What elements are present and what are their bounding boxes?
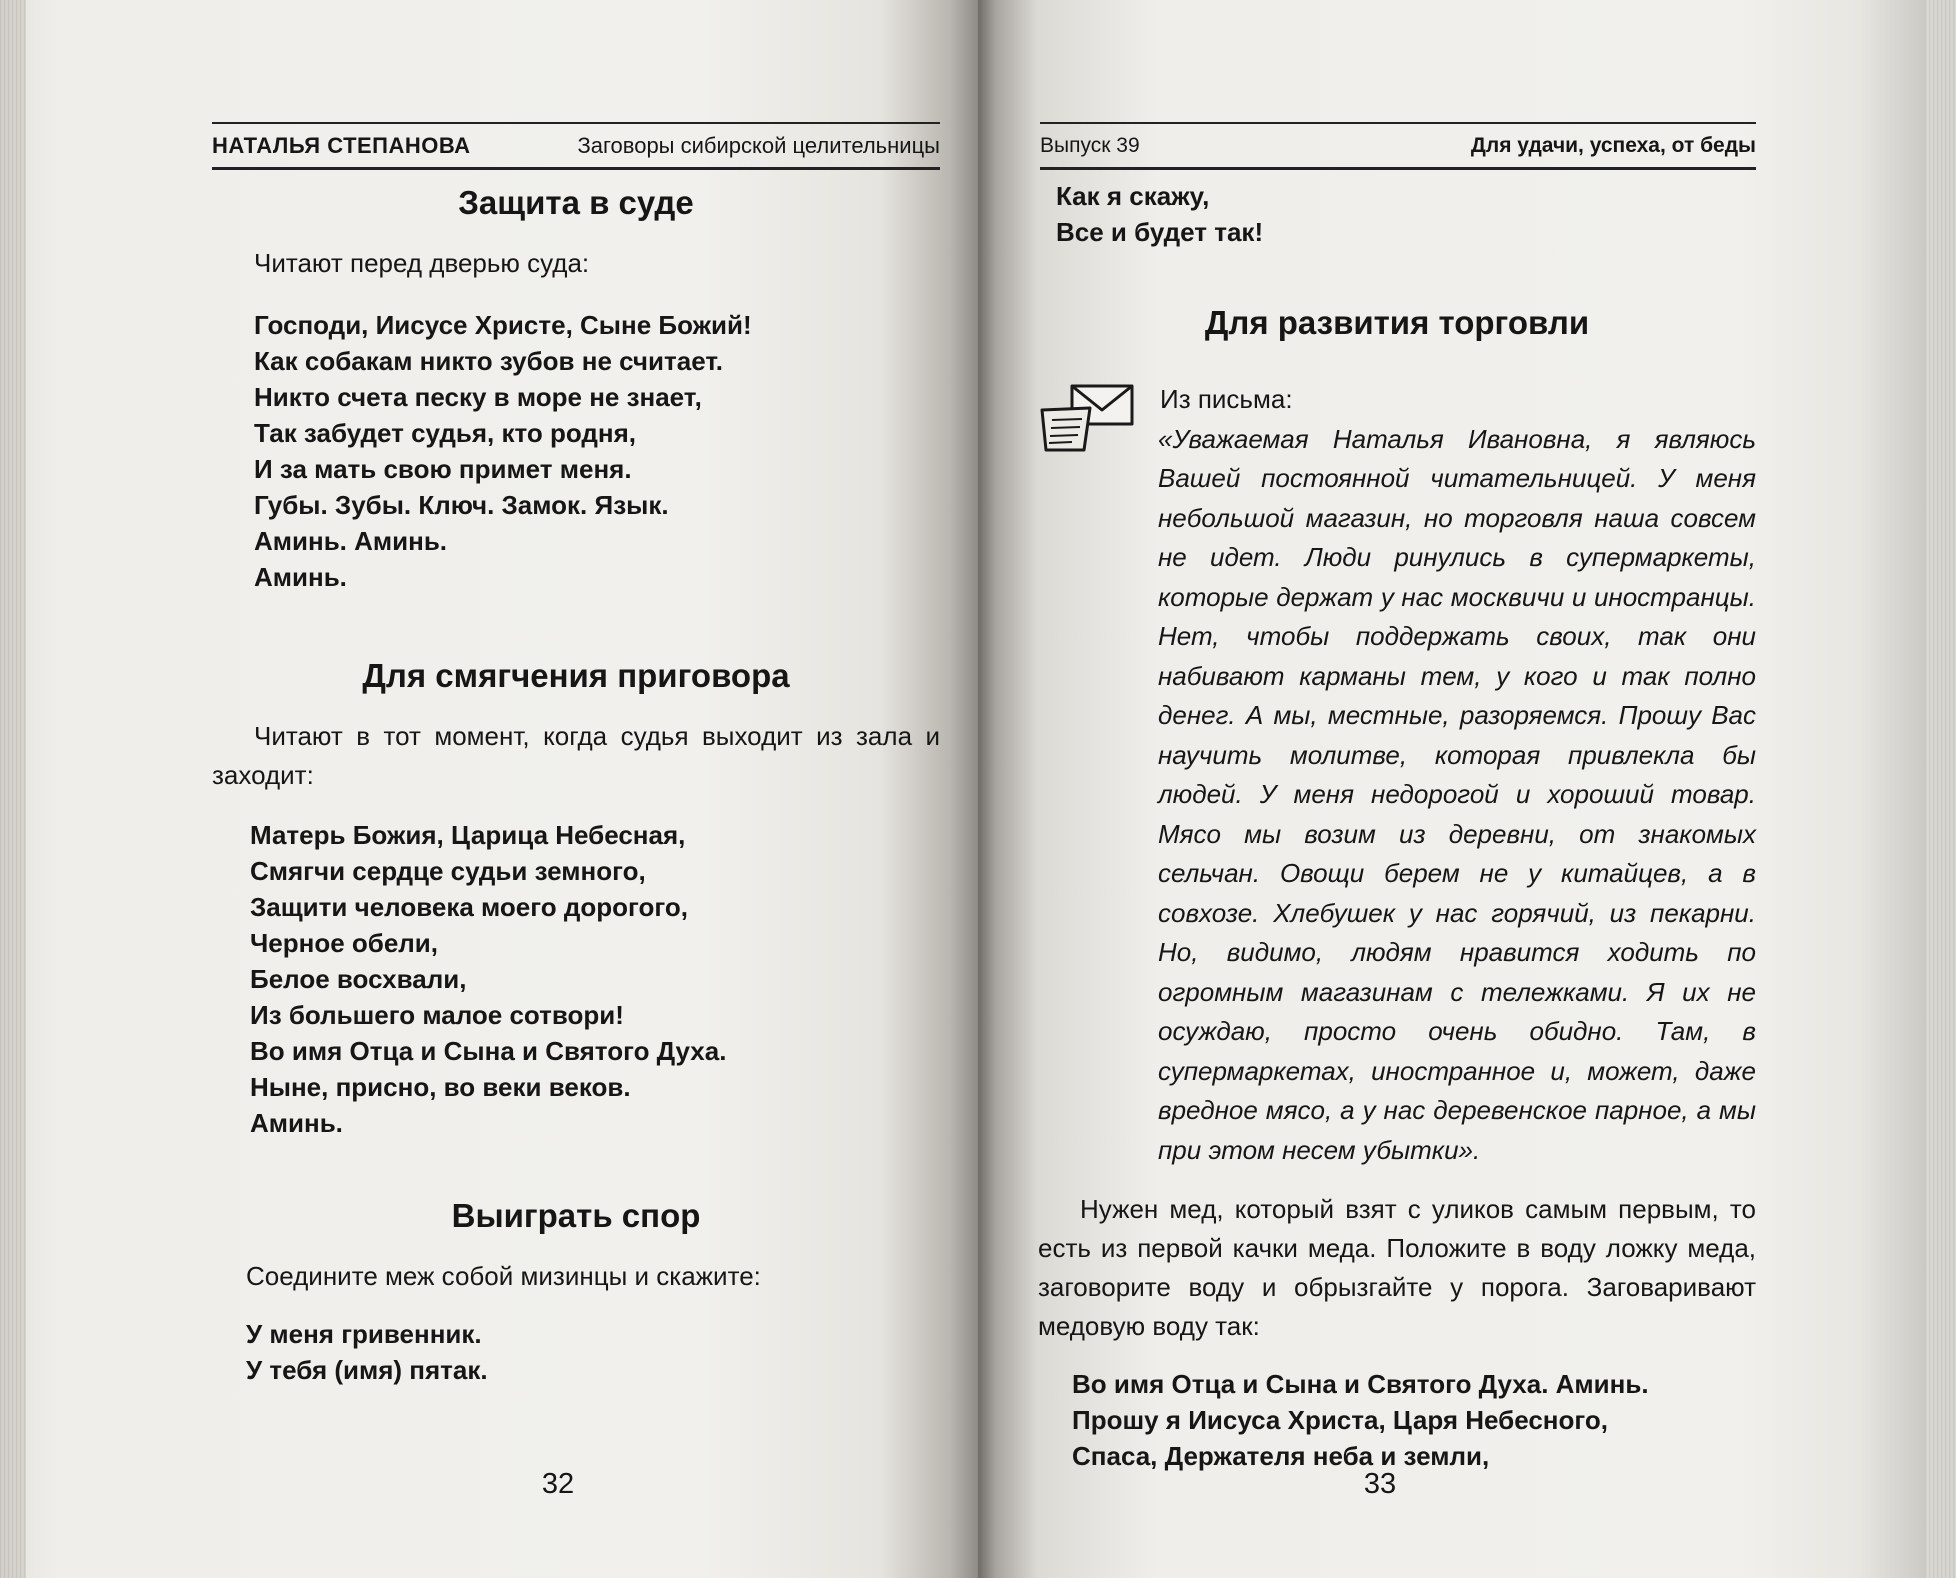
prayer-line: Защити человека моего дорогого, bbox=[250, 892, 688, 922]
prayer-line: Из большего малое сотвори! bbox=[250, 1000, 624, 1030]
prayer-block bbox=[1038, 1366, 1756, 1474]
prayer-block bbox=[212, 817, 940, 1141]
section-intro: Читают в тот момент, когда судья выходит из зала и заходит: bbox=[212, 721, 940, 790]
section-intro: Соедините меж собой мизинцы и скажите: bbox=[246, 1261, 761, 1291]
section-heading-court-protection: Защита в суде bbox=[458, 184, 694, 221]
running-head-book-title: Заговоры сибирской целительницы bbox=[577, 132, 940, 158]
prayer-continuation bbox=[1038, 178, 1756, 250]
prayer-line: Черное обели, bbox=[250, 928, 439, 958]
prayer-line: Прошу я Иисуса Христа, Царя Небесного, bbox=[1072, 1405, 1608, 1435]
prayer-line: И за мать свою примет меня. bbox=[254, 454, 632, 484]
letter-block bbox=[1038, 380, 1756, 1170]
prayer-line: Как собакам никто зубов не считает. bbox=[254, 346, 723, 376]
prayer-line: У тебя (имя) пятак. bbox=[246, 1355, 488, 1385]
prayer-line: Аминь. Аминь. bbox=[254, 526, 448, 556]
prayer-line: Все и будет так! bbox=[1056, 217, 1264, 247]
prayer-line: Господи, Иисусе Христе, Сыне Божий! bbox=[254, 310, 752, 340]
prayer-line: Аминь. bbox=[250, 1108, 343, 1138]
prayer-line: Смягчи сердце судьи земного, bbox=[250, 856, 646, 886]
running-head-author: НАТАЛЬЯ СТЕПАНОВА bbox=[212, 132, 471, 158]
running-head-subject: Для удачи, успеха, от беды bbox=[1470, 133, 1756, 157]
running-head-left bbox=[212, 122, 940, 170]
right-page-content bbox=[1038, 178, 1756, 1474]
page-number-left: 32 bbox=[541, 1468, 575, 1500]
section-heading-trade-development: Для развития торговли bbox=[1204, 304, 1590, 341]
envelope-letter-icon bbox=[1038, 380, 1138, 454]
section-heading-win-argument: Выиграть спор bbox=[451, 1197, 701, 1234]
letter-text bbox=[1038, 420, 1756, 1171]
left-page-content bbox=[212, 180, 940, 1388]
section-heading-sentence-mitigation: Для смягчения приговора bbox=[362, 657, 790, 694]
prayer-line: Ныне, присно, во веки веков. bbox=[250, 1072, 631, 1102]
page-number-right: 33 bbox=[1363, 1468, 1397, 1500]
prayer-line: Во имя Отца и Сына и Святого Духа. bbox=[250, 1036, 727, 1066]
prayer-block bbox=[212, 1316, 940, 1388]
prayer-line: У меня гривенник. bbox=[246, 1319, 482, 1349]
prayer-line: Так забудет судья, кто родня, bbox=[254, 418, 636, 448]
prayer-block bbox=[212, 307, 940, 595]
prayer-line: Во имя Отца и Сына и Святого Духа. Аминь. bbox=[1072, 1369, 1649, 1399]
prayer-line: Спаса, Держателя неба и земли, bbox=[1072, 1441, 1490, 1471]
running-head-issue: Выпуск 39 bbox=[1040, 133, 1140, 157]
section-intro: Читают перед дверью суда: bbox=[254, 248, 590, 278]
letter-label: Из письма: bbox=[1160, 384, 1293, 414]
running-head-right bbox=[1040, 122, 1756, 170]
prayer-line: Губы. Зубы. Ключ. Замок. Язык. bbox=[254, 490, 669, 520]
instruction-paragraph: Нужен мед, который взят с уликов самым первым, то есть из первой качки меда. Положите в воду ложку меда, заговорите воду и обрызгайте у порога. Заговаривают медовую воду так: bbox=[1038, 1194, 1756, 1341]
prayer-line: Матерь Божия, Царица Небесная, bbox=[250, 820, 686, 850]
prayer-line: Как я скажу, bbox=[1056, 181, 1210, 211]
prayer-line: Аминь. bbox=[254, 562, 347, 592]
prayer-line: Никто счета песку в море не знает, bbox=[254, 382, 702, 412]
letter-body: «Уважаемая Наталья Ивановна, я являюсь Вашей постоянной читательницей. У меня небольшой магазин, но торговля наша совсем не идет. Люди ринулись в супермаркеты, которые держат у нас москвичи и иностранцы. Нет, чтобы поддержать своих, так они набивают карманы тем, у кого и так полно денег. А мы, местные, разоряемся. Прошу Вас научить молитве, которая привлекла бы людей. У меня недорогой и хороший товар. Мясо мы возим из деревни, от знакомых сельчан. Овощи берем не у китайцев, а в совхозе. Хлебушек у нас горячий, из пекарни. Но, видимо, людям нравится ходить по огромным магазинам с тележками. Я их не осуждаю, просто очень обидно. Там, в супермаркетах, иностранное и, может, даже вредное мясо, а у нас деревенское парное, а мы при этом несем убытки». bbox=[1158, 423, 1756, 1165]
right-page bbox=[978, 0, 1956, 1578]
prayer-line: Белое восхвали, bbox=[250, 964, 467, 994]
